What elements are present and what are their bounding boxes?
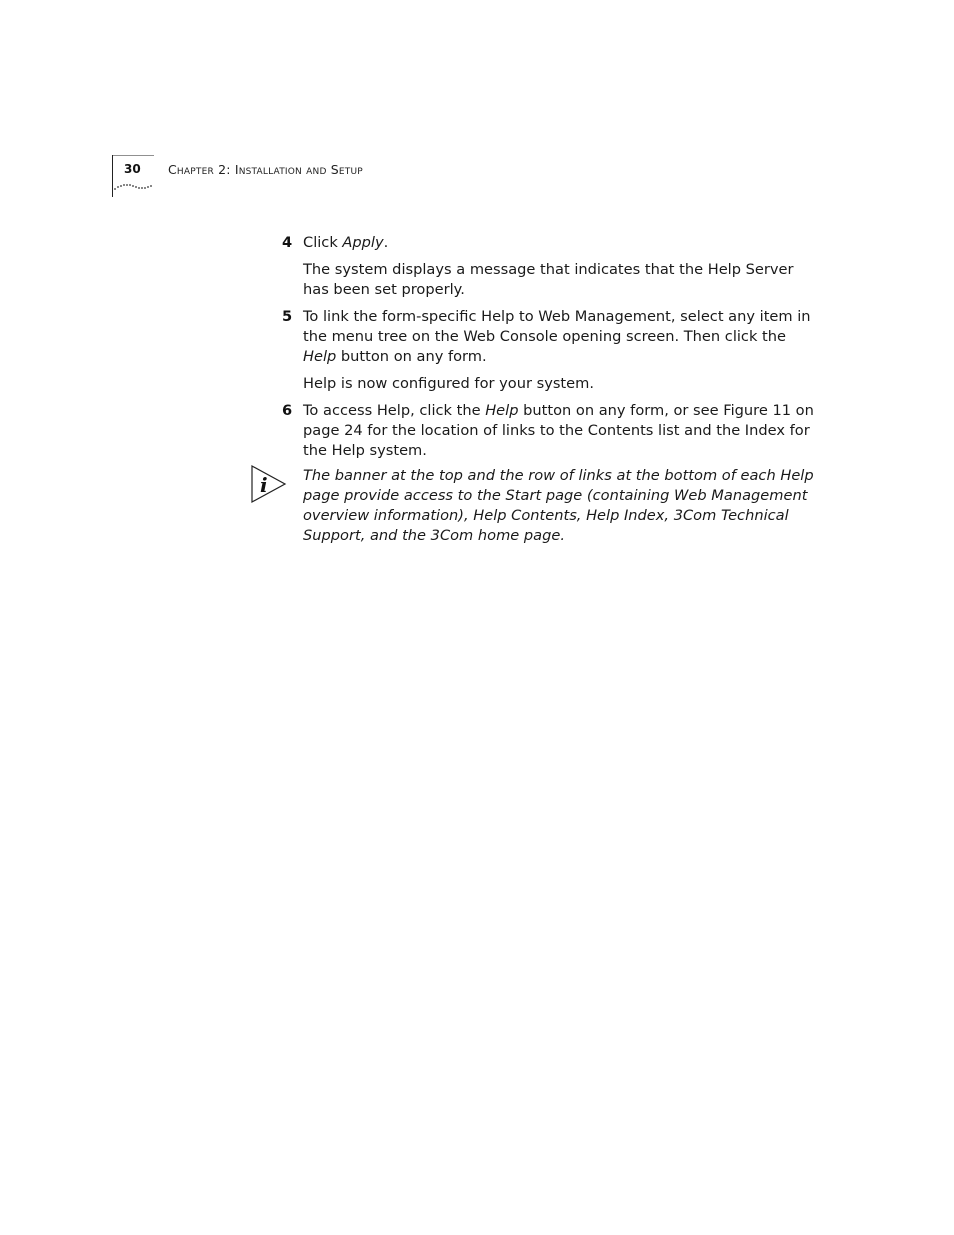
step-text	[303, 307, 822, 367]
step-5	[282, 307, 822, 394]
step-text-part: .	[383, 234, 389, 251]
apply-term: Apply	[342, 234, 384, 251]
chapter-title: Chapter 2: Installation and Setup	[168, 162, 363, 177]
info-icon	[251, 465, 287, 505]
step-text-part: button on any form.	[336, 348, 487, 365]
step-result: Help is now configured for your system.	[303, 375, 594, 392]
step-number: 5	[282, 308, 293, 325]
step-number: 4	[282, 234, 293, 251]
step-text-part: To link the form-specific Help to Web Management, select any item in the menu tree on the Web Console opening screen. Then click the	[303, 308, 811, 345]
main-content	[260, 233, 822, 546]
step-text	[303, 233, 822, 253]
help-term: Help	[485, 402, 519, 419]
page-number: 30	[124, 162, 141, 176]
step-6	[282, 401, 822, 461]
page-number-box	[112, 155, 154, 197]
step-4	[282, 233, 822, 300]
step-text-part: To access Help, click the	[303, 402, 486, 419]
svg-text:i: i	[260, 473, 268, 497]
step-number: 6	[282, 402, 293, 419]
page-header	[0, 0, 954, 210]
note-text: The banner at the top and the row of links at the bottom of each Help page provide access to the Start page (containing Web Management overview information), Help Contents, Help Index, 3Com Technical Support, and the 3Com home page.	[303, 467, 814, 544]
help-term: Help	[303, 348, 337, 365]
step-text	[303, 401, 822, 461]
step-text-part: Click	[303, 234, 343, 251]
step-result: The system displays a message that indicates that the Help Server has been set properly.	[303, 261, 794, 298]
step-text-part: button on any form, or see Figure 11 on page 24 for the location of links to the Contents list and the Index for the Help system.	[303, 402, 814, 459]
note	[260, 466, 822, 546]
